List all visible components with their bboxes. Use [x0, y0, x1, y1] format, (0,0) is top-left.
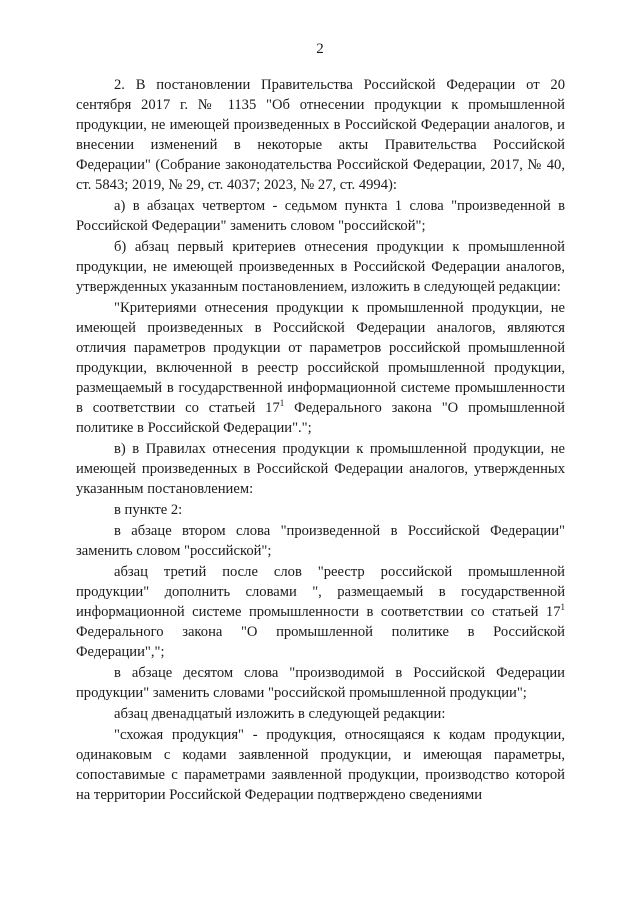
- paragraph-subitem-v: в) в Правилах отнесения продукции к промышленной продукции, не имеющей произведенных в Российской Федерации аналогов, утвержденных указанным постановлением:: [76, 441, 565, 497]
- paragraph-abzac-tenth: в абзаце десятом слова "производимой в Российской Федерации продукции" заменить словами "российской промышленной продукции";: [76, 665, 565, 701]
- paragraph-point-2: в пункте 2:: [114, 502, 183, 518]
- article-superscript: 1: [560, 602, 565, 612]
- paragraph-criteria-quote: [76, 298, 565, 438]
- criteria-quote-text: "Критериями отнесения продукции к промышленной продукции, не имеющей произведенных в Российской Федерации аналогов, являются отличия параметров продукции от параметров российской промышленной продукции, включенной в реестр российской промышленной продукции, размещаемый в государственной информационной системе промышленности в соответствии со статьей 17: [76, 300, 565, 416]
- paragraph-similar-product: "схожая продукция" - продукция, относящаяся к кодам продукции, одинаковым с кодами заявленной продукции, и имеющая параметры, сопоставимые с параметрами заявленной продукции, производство которой на территории Российской Федерации подтверждено сведениями: [76, 727, 565, 803]
- paragraph-subitem-a: а) в абзацах четвертом - седьмом пункта 1 слова "произведенной в Российской Федерации" заменить словом "российской";: [76, 198, 565, 234]
- paragraph-item-2: 2. В постановлении Правительства Российской Федерации от 20 сентября 2017 г. № 1135 "Об отнесении продукции к промышленной продукции, не имеющей произведенных в Российской Федерации аналогов, и внесении изменений в некоторые акты Правительства Российской Федерации" (Собрание законодательства Российской Федерации, 2017, № 40, ст. 5843; 2019, № 29, ст. 4037; 2023, № 27, ст. 4994):: [76, 77, 565, 193]
- document-body: [76, 75, 565, 805]
- criteria-quote-tail: Федерального закона "О промышленной политике в Российской Федерации".";: [76, 400, 565, 436]
- abzac-third-text: абзац третий после слов "реестр российской промышленной продукции" дополнить словами ", размещаемый в государственной информационной системе промышленности в соответствии со статьей 17: [76, 564, 565, 620]
- abzac-third-tail: Федерального закона "О промышленной политике в Российской Федерации",";: [76, 624, 565, 660]
- paragraph-abzac-twelfth: абзац двенадцатый изложить в следующей редакции:: [114, 706, 446, 722]
- paragraph-abzac-third: [76, 562, 565, 662]
- page-number: 2: [316, 41, 324, 57]
- paragraph-subitem-b: б) абзац первый критериев отнесения продукции к промышленной продукции, не имеющей произведенных в Российской Федерации аналогов, утвержденных указанным постановлением, изложить в следующей редакции:: [76, 239, 565, 295]
- paragraph-abzac-second: в абзаце втором слова "произведенной в Российской Федерации" заменить словом "российской";: [76, 523, 565, 559]
- article-superscript: 1: [279, 398, 285, 408]
